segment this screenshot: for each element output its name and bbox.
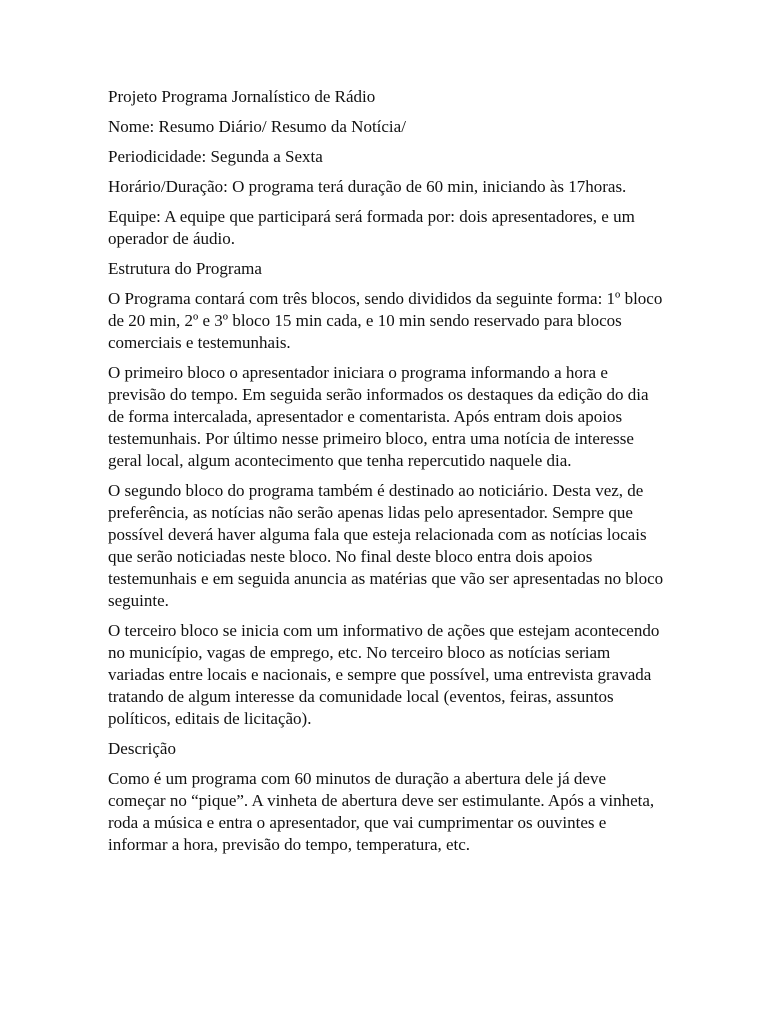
paragraph-blocks-overview: O Programa contará com três blocos, sendo divididos da seguinte forma: 1º bloco de 20 min, 2º e 3º bloco 15 min cada, e 10 min sendo reservado para blocos comerciais e testemunhais. [108,289,663,352]
section-heading-description: Descrição [108,739,176,758]
document-title: Projeto Programa Jornalístico de Rádio [108,87,376,106]
paragraph-second-block: O segundo bloco do programa também é destinado ao noticiário. Desta vez, de preferência, as notícias não serão apenas lidas pelo apresentador. Sempre que possível deverá haver alguma fala que esteja relacionada com as notícias locais que serão noticiadas neste bloco. No final deste bloco entra dois apoios testemunhais e em seguida anuncia as matérias que vão ser apresentadas no bloco seguinte. [108,481,664,610]
paragraph-first-block: O primeiro bloco o apresentador iniciara o programa informando a hora e previsão do tempo. Em seguida serão informados os destaques da edição do dia de forma intercalada, apresentador e comentarista. Após entram dois apoios testemunhais. Por último nesse primeiro bloco, entra uma notícia de interesse geral local, algum acontecimento que tenha repercutido naquele dia. [108,363,649,470]
paragraph-description: Como é um programa com 60 minutos de duração a abertura dele já deve começar no “pique”. A vinheta de abertura deve ser estimulante. Após a vinheta, roda a música e entra o apresentador, que vai cumprimentar os ouvintes e informar a hora, previsão do tempo, temperatura, etc. [108,769,655,854]
document-body [108,86,666,864]
program-team: Equipe: A equipe que participará será formada por: dois apresentadores, e um operador de áudio. [108,207,635,248]
program-name: Nome: Resumo Diário/ Resumo da Notícia/ [108,117,406,136]
paragraph-third-block: O terceiro bloco se inicia com um informativo de ações que estejam acontecendo no município, vagas de emprego, etc. No terceiro bloco as notícias seriam variadas entre locais e nacionais, e sempre que possível, uma entrevista gravada tratando de algum interesse da comunidade local (eventos, feiras, assuntos políticos, editais de licitação). [108,621,660,728]
section-heading-structure: Estrutura do Programa [108,259,262,278]
program-schedule: Horário/Duração: O programa terá duração de 60 min, iniciando às 17horas. [108,177,627,196]
program-periodicity: Periodicidade: Segunda a Sexta [108,147,323,166]
